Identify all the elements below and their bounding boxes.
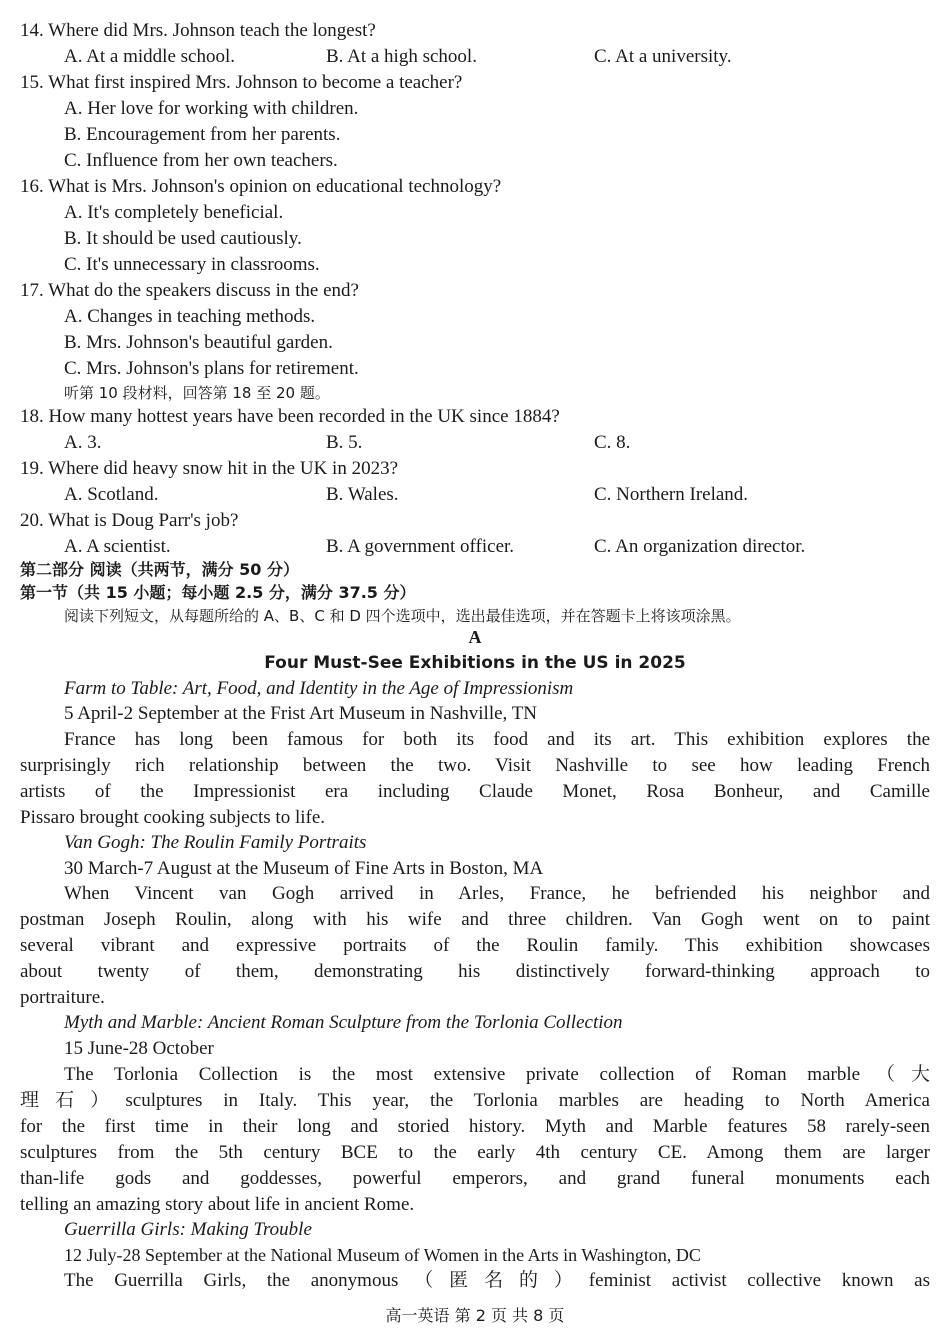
paragraph-line: for the first time in their long and storied history. Myth and Marble features 58 rarely-seen	[20, 1116, 930, 1137]
paragraph-line: France has long been famous for both its food and its art. This exhibition explores the	[64, 729, 930, 750]
option-a: A. Her love for working with children.	[64, 98, 359, 119]
exhibition-title: Van Gogh: The Roulin Family Portraits	[64, 832, 367, 853]
exhibition-details: 30 March-7 August at the Museum of Fine Arts in Boston, MA	[64, 858, 544, 879]
reading-instruction: 阅读下列短文，从每题所给的 A、B、C 和 D 四个选项中，选出最佳选项，并在答题卡上将该项涂黑。	[64, 607, 741, 625]
option-b: B. 5.	[326, 432, 363, 453]
question-19-options	[64, 482, 748, 508]
option-c: C. An organization director.	[594, 536, 806, 557]
part2-title: 第二部分 阅读（共两节，满分 50 分）	[20, 560, 299, 579]
paragraph-line: portraiture.	[20, 987, 105, 1008]
question-18: 18. How many hottest years have been recorded in the UK since 1884?	[20, 406, 560, 427]
option-c: C. Influence from her own teachers.	[64, 150, 338, 171]
question-17: 17. What do the speakers discuss in the end?	[20, 280, 359, 301]
option-a: A. Changes in teaching methods.	[64, 306, 316, 327]
option-b: B. A government officer.	[326, 536, 515, 557]
paragraph-line: artists of the Impressionist era including Claude Monet, Rosa Bonheur, and Camille	[20, 781, 930, 802]
option-b: B. It should be used cautiously.	[64, 228, 302, 249]
section1-title: 第一节（共 15 小题；每小题 2.5 分，满分 37.5 分）	[20, 583, 416, 602]
paragraph-line: than-life gods and goddesses, powerful emperors, and grand funeral monuments each	[20, 1168, 930, 1189]
option-a: A. At a middle school.	[64, 46, 235, 67]
paragraph-line: The Torlonia Collection is the most extensive private collection of Roman marble（大	[64, 1064, 930, 1085]
paragraph-line: several vibrant and expressive portraits of the Roulin family. This exhibition showcases	[20, 935, 930, 956]
option-b: B. At a high school.	[326, 46, 477, 67]
option-c: C. At a university.	[594, 46, 732, 67]
paragraph-line: 理石）sculptures in Italy. This year, the Torlonia marbles are heading to North America	[20, 1090, 930, 1111]
exhibition-details: 15 June-28 October	[64, 1038, 214, 1059]
exhibition-title: Guerrilla Girls: Making Trouble	[64, 1219, 312, 1240]
listening-note: 听第 10 段材料，回答第 18 至 20 题。	[64, 384, 330, 402]
option-b: B. Encouragement from her parents.	[64, 124, 341, 145]
exhibition-title: Farm to Table: Art, Food, and Identity in the Age of Impressionism	[64, 678, 574, 699]
exhibition-details: 12 July-28 September at the National Museum of Women in the Arts in Washington, DC	[64, 1245, 701, 1265]
question-19: 19. Where did heavy snow hit in the UK in 2023?	[20, 458, 398, 479]
exhibition-details: 5 April-2 September at the Frist Art Museum in Nashville, TN	[64, 703, 538, 724]
question-16: 16. What is Mrs. Johnson's opinion on educational technology?	[20, 176, 502, 197]
paragraph-line: telling an amazing story about life in ancient Rome.	[20, 1194, 415, 1215]
paragraph-line: surprisingly rich relationship between the two. Visit Nashville to see how leading French	[20, 755, 930, 776]
paragraph-line: postman Joseph Roulin, along with his wife and three children. Van Gogh went on to paint	[20, 909, 930, 930]
option-c: C. It's unnecessary in classrooms.	[64, 254, 320, 275]
option-b: B. Mrs. Johnson's beautiful garden.	[64, 332, 333, 353]
page-footer: 高一英语 第 2 页 共 8 页	[385, 1306, 565, 1325]
exhibition-title: Myth and Marble: Ancient Roman Sculpture from the Torlonia Collection	[64, 1012, 623, 1033]
question-14: 14. Where did Mrs. Johnson teach the longest?	[20, 20, 376, 41]
option-a: A. Scotland.	[64, 484, 159, 505]
paragraph-line: about twenty of them, demonstrating his distinctively forward-thinking approach to	[20, 961, 930, 982]
question-14-options	[64, 44, 732, 70]
question-15: 15. What first inspired Mrs. Johnson to become a teacher?	[20, 72, 463, 93]
passage-title: Four Must-See Exhibitions in the US in 2025	[264, 653, 686, 673]
paragraph-line: When Vincent van Gogh arrived in Arles, France, he befriended his neighbor and	[64, 883, 930, 904]
question-20: 20. What is Doug Parr's job?	[20, 510, 239, 531]
option-a: A. A scientist.	[64, 536, 171, 557]
option-c: C. Mrs. Johnson's plans for retirement.	[64, 358, 359, 379]
option-c: C. Northern Ireland.	[594, 484, 749, 505]
option-a: A. 3.	[64, 432, 102, 453]
paragraph-line: The Guerrilla Girls, the anonymous（匿名的）feminist activist collective known as	[64, 1270, 930, 1291]
paragraph-line: sculptures from the 5th century BCE to the early 4th century CE. Among them are larger	[20, 1142, 930, 1163]
option-c: C. 8.	[594, 432, 631, 453]
option-a: A. It's completely beneficial.	[64, 202, 284, 223]
passage-letter: A	[468, 627, 482, 647]
option-b: B. Wales.	[326, 484, 399, 505]
question-18-options	[64, 430, 630, 456]
paragraph-line: Pissaro brought cooking subjects to life.	[20, 807, 326, 828]
